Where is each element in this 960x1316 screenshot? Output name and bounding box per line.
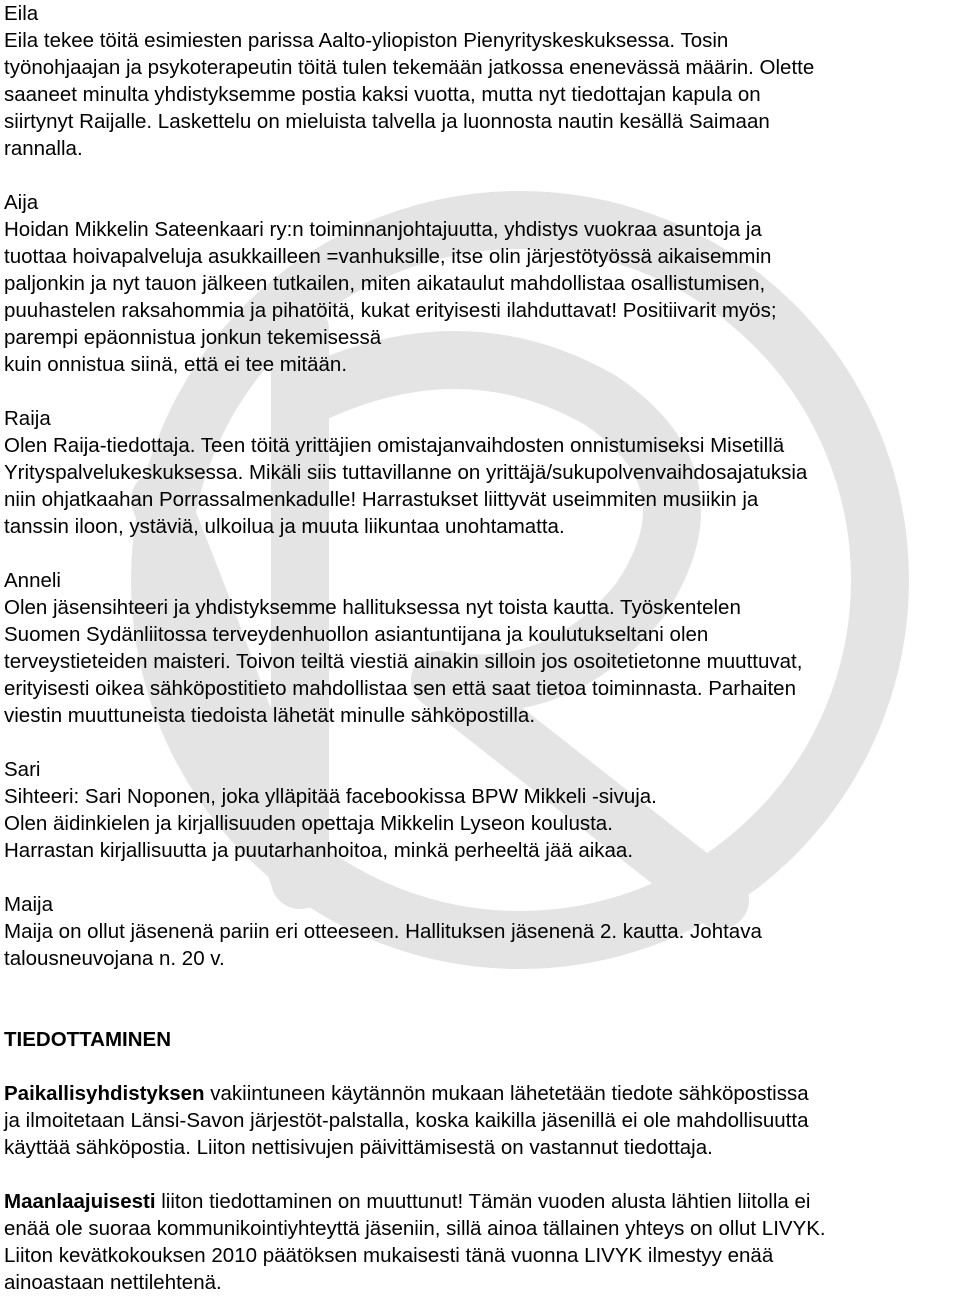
eila-line: saaneet minulta yhdistyksemme postia kaksi vuotta, mutta nyt tiedottajan kapula on — [4, 83, 761, 106]
paragraph-line: Liiton kevätkokouksen 2010 päätöksen mukaisesti tänä vuonna LIVYK ilmestyy enää — [4, 1244, 774, 1267]
section-anneli — [4, 567, 954, 729]
paragraph-line: ja ilmoitetaan Länsi-Savon järjestöt-palstalla, koska kaikilla jäsenillä ei ole mahdollisuutta — [4, 1109, 809, 1132]
raija-line: Olen Raija-tiedottaja. Teen töitä yrittäjien omistajanvaihdosten onnistumiseksi Misetillä — [4, 434, 785, 457]
aija-line: puuhastelen raksahommia ja pihatöitä, kukat erityisesti ilahduttavat! Positiivarit myös; — [4, 299, 777, 322]
paragraph-line: enää ole suoraa kommunikointiyhteyttä jäseniin, sillä ainoa tällainen yhteys on ollut LIVYK. — [4, 1217, 826, 1240]
anneli-line: Suomen Sydänliitossa terveydenhuollon asiantuntijana ja koulutukseltani olen — [4, 623, 709, 646]
paragraph-maanlaajuisesti — [4, 1188, 954, 1296]
anneli-line: viestin muuttuneista tiedoista lähetät minulle sähköpostilla. — [4, 704, 536, 727]
name-maija: Maija — [4, 893, 53, 916]
bold-lead: Paikallisyhdistyksen — [4, 1082, 205, 1105]
paragraph-line: ainoastaan nettilehtenä. — [4, 1271, 222, 1294]
paragraph-first-line — [4, 1188, 954, 1215]
document-page — [4, 0, 954, 1296]
aija-line: parempi epäonnistua jonkun tekemisessä — [4, 326, 382, 349]
first-line-rest: vakiintuneen käytännön mukaan lähetetään tiedote sähköpostissa — [204, 1082, 809, 1105]
maija-line: Maija on ollut jäsenenä pariin eri otteeseen. Hallituksen jäsenenä 2. kautta. Johtava — [4, 920, 762, 943]
name-anneli: Anneli — [4, 569, 61, 592]
paragraph-paikallisyhdistys — [4, 1080, 954, 1161]
anneli-line: terveystieteiden maisteri. Toivon teiltä viestiä ainakin silloin jos osoitetietonne muuttuvat, — [4, 650, 803, 673]
name-raija: Raija — [4, 407, 51, 430]
sari-line: Harrastan kirjallisuutta ja puutarhanhoitoa, minkä perheeltä jää aikaa. — [4, 839, 634, 862]
aija-line: Hoidan Mikkelin Sateenkaari ry:n toiminnanjohtajuutta, yhdistys vuokraa asuntoja ja — [4, 218, 762, 241]
section-sari — [4, 756, 954, 864]
sari-line: Sihteeri: Sari Noponen, joka ylläpitää facebookissa BPW Mikkeli -sivuja. — [4, 785, 657, 808]
aija-line: paljonkin ja nyt tauon jälkeen tutkailen, miten aikataulut mahdollistaa osallistumisen, — [4, 272, 766, 295]
first-line-rest: liiton tiedottaminen on muuttunut! Tämän vuoden alusta lähtien liitolla ei — [155, 1190, 811, 1213]
raija-line: tanssin iloon, ystäviä, ulkoilua ja muuta liikuntaa unohtamatta. — [4, 515, 565, 538]
eila-line: Eila tekee töitä esimiesten parissa Aalto-yliopiston Pienyrityskeskuksessa. Tosin — [4, 29, 729, 52]
aija-line: tuottaa hoivapalveluja asukkailleen =vanhuksille, itse olin järjestötyössä aikaisemmin — [4, 245, 772, 268]
section-eila — [4, 0, 954, 162]
eila-line: siirtynyt Raijalle. Laskettelu on mieluista talvella ja luonnosta nautin kesällä Saimaan — [4, 110, 770, 133]
raija-line: niin ohjatkaahan Porrassalmenkadulle! Harrastukset liittyvät useimmiten musiikin ja — [4, 488, 759, 511]
anneli-line: Olen jäsensihteeri ja yhdistyksemme hallituksessa nyt toista kautta. Työskentelen — [4, 596, 741, 619]
name-aija: Aija — [4, 191, 39, 214]
eila-line: työnohjaajan ja psykoterapeutin töitä tulen tekemään jatkossa enenevässä määrin. Olette — [4, 56, 815, 79]
paragraph-line: käyttää sähköpostia. Liiton nettisivujen päivittämisestä on vastannut tiedottaja. — [4, 1136, 713, 1159]
anneli-line: erityisesti oikea sähköpostitieto mahdollistaa sen että saat tietoa toiminnasta. Parhaiten — [4, 677, 796, 700]
name-eila: Eila — [4, 2, 39, 25]
bold-lead: Maanlaajuisesti — [4, 1190, 156, 1213]
eila-line: rannalla. — [4, 137, 83, 160]
sari-line: Olen äidinkielen ja kirjallisuuden opettaja Mikkelin Lyseon koulusta. — [4, 812, 613, 835]
section-raija — [4, 405, 954, 540]
section-heading: TIEDOTTAMINEN — [4, 1028, 172, 1051]
section-tiedottaminen — [4, 1026, 954, 1053]
section-maija — [4, 891, 954, 972]
paragraph-first-line — [4, 1080, 954, 1107]
name-sari: Sari — [4, 758, 41, 781]
section-aija — [4, 189, 954, 378]
raija-line: Yrityspalvelukeskuksessa. Mikäli siis tuttavillanne on yrittäjä/sukupolvenvaihdosajatuksia — [4, 461, 808, 484]
maija-line: talousneuvojana n. 20 v. — [4, 947, 225, 970]
aija-line: kuin onnistua siinä, että ei tee mitään. — [4, 353, 348, 376]
